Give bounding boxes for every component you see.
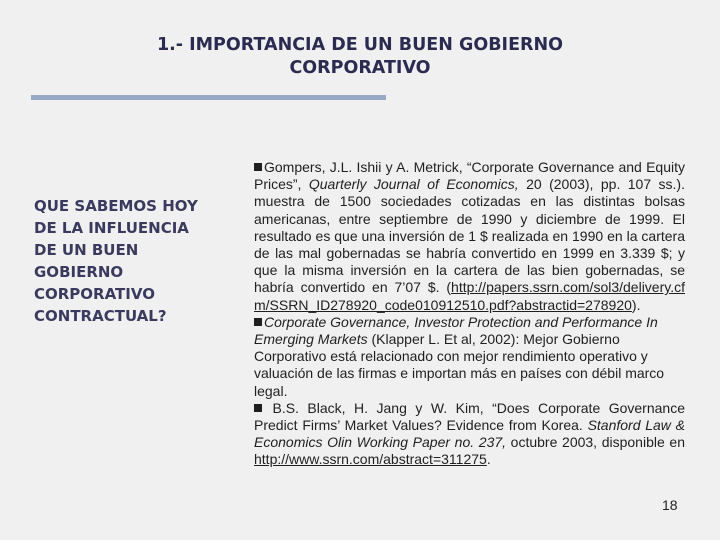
square-bullet-icon <box>254 404 262 412</box>
reference-black: B.S. Black, H. Jang y W. Kim, “Does Corporate Governance Predict Firms’ Market Values? Evidence from Korea. Stanford Law & Economics Olin Working Paper no. 237, octubre 2003, disponible en http://www.ssrn.com/abstract=311275. <box>254 399 685 468</box>
reference-klapper: Corporate Governance, Investor Protection and Performance In Emerging Markets (Klapper L. Et al, 2002): Mejor Gobierno Corporativo está relacionado con mejor rendimiento operativo y valuación de las firmas e importan más en países con débil marco legal. <box>254 313 665 399</box>
slide-title <box>0 34 720 80</box>
ssrn-abstract-link[interactable]: http://www.ssrn.com/abstract=311275 <box>254 451 487 468</box>
reference-gompers: Gompers, J.L. Ishii y A. Metrick, “Corporate Governance and Equity Prices”, Quarterly Journal of Economics, 20 (2003), pp. 107 ss.). muestra de 1500 sociedades cotizadas en las distintas bolsas americanas, entre septiembre de 1990 y diciembre de 1999. El resultado es que una inversión de 1 $ realizada en 1990 en la cartera de las mal gobernadas se habría convertido en 1999 en 3.339 $; y que la misma inversión en la cartera de las bien gobernadas, se habría convertido en 7’07 $. (http://papers.ssrn.com/sol3/delivery.cfm/SSRN_ID278920_code010912510.pdf?abstractid=278920). <box>254 159 685 313</box>
side-question-line: DE LA INFLUENCIA <box>34 219 189 237</box>
ssrn-papers-link[interactable]: http://papers.ssrn.com/sol3/delivery.cfm/SSRN_ID278920_code010912510.pdf?abstractid=278920 <box>254 279 685 313</box>
side-question-line: GOBIERNO <box>34 263 124 281</box>
side-question-line: DE UN BUEN <box>34 241 139 259</box>
side-question-line: QUE SABEMOS HOY <box>34 197 198 215</box>
square-bullet-icon <box>254 318 262 326</box>
references-body <box>254 159 685 469</box>
title-underline-bar <box>31 95 386 100</box>
side-question-line: CONTRACTUAL? <box>34 307 167 325</box>
side-question-line: CORPORATIVO <box>34 285 155 303</box>
square-bullet-icon <box>254 163 262 171</box>
title-line-1: 1.- IMPORTANCIA DE UN BUEN GOBIERNO <box>156 35 564 55</box>
page-number: 18 <box>662 497 678 513</box>
side-question <box>34 195 244 327</box>
title-line-2: CORPORATIVO <box>289 58 431 78</box>
